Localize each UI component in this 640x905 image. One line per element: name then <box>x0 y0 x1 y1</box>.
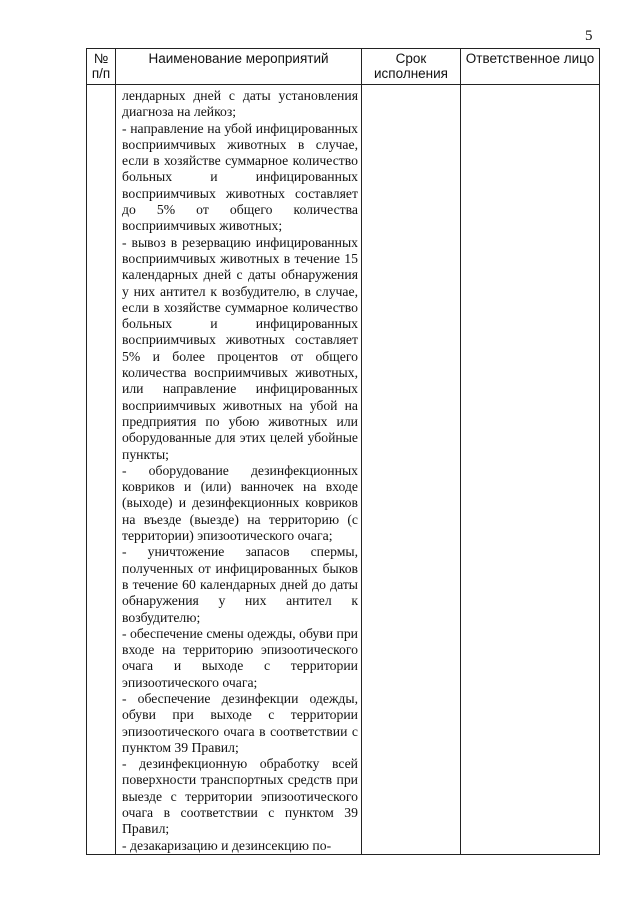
cell-term <box>362 85 461 855</box>
header-number: № п/п <box>87 49 116 85</box>
measure-paragraph: - оборудование дезинфекционных ковриков и (или) ванночек на входе (выходе) и дезинфекционных ковриков на въезде (выезде) на территорию (с территории) эпизоотического очага; <box>122 462 358 544</box>
measure-paragraph: - вывоз в резервацию инфицированных восприимчивых животных в течение 15 календарных дней с даты обнаружения у них антител к возбудителю, в случае, если в хозяйстве суммарное количество больных и инфицированных восприимчивых животных составляет 5% и более процентов от общего количества восприимчивых животных, или направление инфицированных восприимчивых животных на убой на предприятия по убою животных или оборудованные для этих целей убойные пункты; <box>122 234 358 462</box>
cell-responsible <box>461 85 600 855</box>
header-responsible: Ответственное лицо <box>461 49 600 85</box>
header-name: Наименование мероприятий <box>116 49 362 85</box>
cell-measures <box>116 85 362 855</box>
measure-paragraph: - дезакаризацию и дезинсекцию по- <box>122 837 332 853</box>
measure-paragraph: - обеспечение дезинфекции одежды, обуви при выходе с территории эпизоотического очага в соответствии с пунктом 39 Правил; <box>122 690 358 755</box>
table-row <box>87 85 600 855</box>
measure-paragraph: - направление на убой инфицированных восприимчивых животных в случае, если в хозяйстве суммарное количество больных и инфицированных восприимчивых животных составляет до 5% от общего количества восприимчивых животных; <box>122 120 358 234</box>
measures-table <box>86 48 600 855</box>
table-header-row <box>87 49 600 85</box>
measure-paragraph: - обеспечение смены одежды, обуви при входе на территорию эпизоотического очага и выходе с территории эпизоотического очага; <box>122 625 358 690</box>
measure-paragraph: - дезинфекционную обработку всей поверхности транспортных средств при выезде с территории эпизоотического очага в соответствии с пунктом 39 Правил; <box>122 756 358 837</box>
measure-paragraph: - уничтожение запасов спермы, полученных от инфицированных быков в течение 60 календарных дней до даты обнаружения у них антител к возбудителю; <box>122 544 358 625</box>
measure-paragraph: лендарных дней с даты установления диагноза на лейкоз; <box>122 88 358 120</box>
page-number: 5 <box>585 28 593 44</box>
cell-number <box>87 85 116 855</box>
header-term: Срок исполнения <box>362 49 461 85</box>
